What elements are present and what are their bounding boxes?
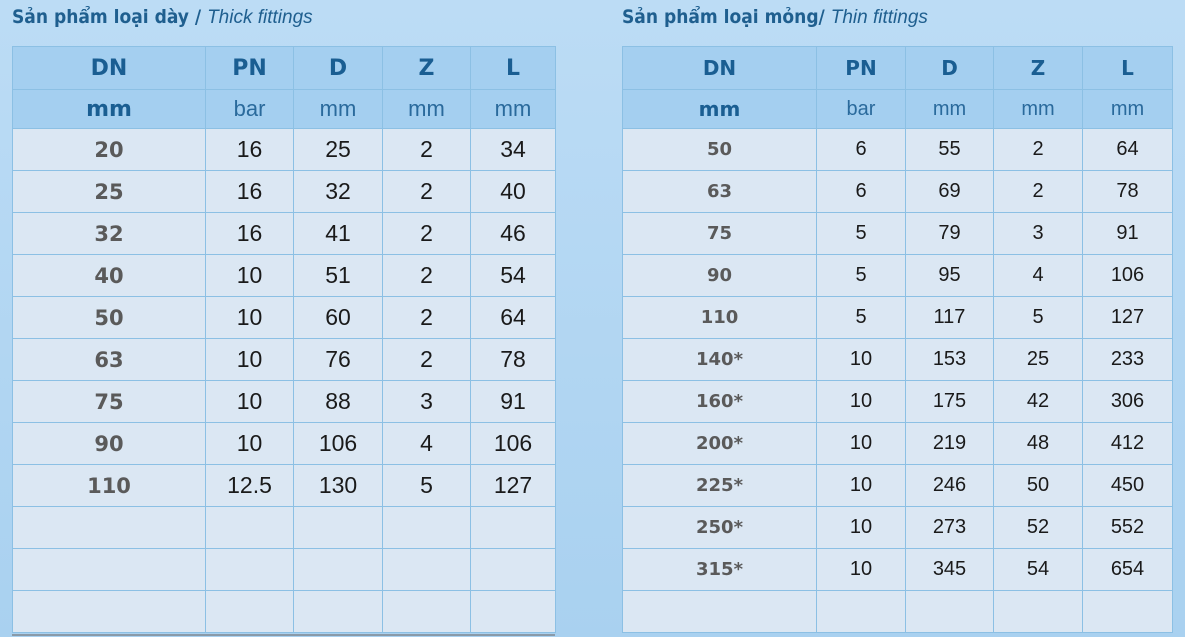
table-row — [623, 255, 1173, 297]
cell-dn: 32 — [13, 213, 206, 255]
cell-d: 88 — [294, 381, 383, 423]
cell-z: 25 — [994, 339, 1083, 381]
cell-dn: 75 — [13, 381, 206, 423]
cell-pn — [206, 507, 294, 549]
column-header-l: L — [471, 47, 556, 90]
table-row — [13, 255, 556, 297]
cell-l: 412 — [1083, 423, 1173, 465]
unit-d: mm — [906, 90, 994, 129]
table-row — [623, 549, 1173, 591]
unit-pn: bar — [206, 90, 294, 129]
table-row — [623, 297, 1173, 339]
cell-z: 3 — [383, 381, 471, 423]
unit-row — [13, 90, 556, 129]
cell-d: 60 — [294, 297, 383, 339]
cell-pn: 12.5 — [206, 465, 294, 507]
cell-z: 2 — [994, 129, 1083, 171]
table-row — [13, 465, 556, 507]
cell-dn — [13, 591, 206, 633]
cell-dn — [13, 507, 206, 549]
cell-l: 106 — [1083, 255, 1173, 297]
cell-l — [471, 507, 556, 549]
cell-l: 552 — [1083, 507, 1173, 549]
unit-dn: mm — [623, 90, 817, 129]
table-row — [13, 591, 556, 633]
cell-z: 2 — [383, 297, 471, 339]
cell-z: 50 — [994, 465, 1083, 507]
cell-dn: 160* — [623, 381, 817, 423]
cell-d: 246 — [906, 465, 994, 507]
cell-pn — [817, 591, 906, 633]
thin-fittings-title — [622, 6, 928, 29]
cell-dn: 63 — [13, 339, 206, 381]
cell-pn: 10 — [206, 381, 294, 423]
table-row — [13, 507, 556, 549]
cell-z: 2 — [383, 129, 471, 171]
cell-pn: 10 — [817, 339, 906, 381]
cell-z: 2 — [383, 171, 471, 213]
thick-title-en: Thick fittings — [207, 7, 313, 28]
cell-d: 117 — [906, 297, 994, 339]
cell-l: 78 — [1083, 171, 1173, 213]
cell-z: 2 — [994, 171, 1083, 213]
cell-l: 450 — [1083, 465, 1173, 507]
cell-l: 64 — [471, 297, 556, 339]
cell-pn — [206, 591, 294, 633]
cell-z: 2 — [383, 339, 471, 381]
cell-l: 106 — [471, 423, 556, 465]
cell-l: 127 — [1083, 297, 1173, 339]
column-header-dn: DN — [623, 47, 817, 90]
cell-l: 127 — [471, 465, 556, 507]
cell-z: 42 — [994, 381, 1083, 423]
cell-pn: 16 — [206, 213, 294, 255]
cell-pn: 10 — [206, 339, 294, 381]
cell-l: 306 — [1083, 381, 1173, 423]
cell-dn: 63 — [623, 171, 817, 213]
cell-d: 219 — [906, 423, 994, 465]
column-header-z: Z — [383, 47, 471, 90]
cell-d: 106 — [294, 423, 383, 465]
cell-l: 54 — [471, 255, 556, 297]
cell-dn: 50 — [623, 129, 817, 171]
cell-d: 41 — [294, 213, 383, 255]
cell-d: 79 — [906, 213, 994, 255]
unit-pn: bar — [817, 90, 906, 129]
cell-pn: 6 — [817, 171, 906, 213]
table-row — [623, 339, 1173, 381]
unit-z: mm — [383, 90, 471, 129]
column-header-pn: PN — [206, 47, 294, 90]
cell-pn: 16 — [206, 129, 294, 171]
cell-pn: 10 — [206, 423, 294, 465]
cell-z: 3 — [994, 213, 1083, 255]
cell-pn: 5 — [817, 255, 906, 297]
cell-l: 40 — [471, 171, 556, 213]
cell-dn — [13, 549, 206, 591]
cell-z: 5 — [383, 465, 471, 507]
cell-d: 153 — [906, 339, 994, 381]
cell-pn: 10 — [206, 297, 294, 339]
cell-d: 51 — [294, 255, 383, 297]
column-header-pn: PN — [817, 47, 906, 90]
cell-z: 52 — [994, 507, 1083, 549]
thin-title-en: Thin fittings — [830, 7, 928, 28]
table-row — [13, 297, 556, 339]
cell-l: 34 — [471, 129, 556, 171]
cell-d: 25 — [294, 129, 383, 171]
table-row — [623, 507, 1173, 549]
table-row — [623, 381, 1173, 423]
cell-dn: 250* — [623, 507, 817, 549]
cell-d: 69 — [906, 171, 994, 213]
cell-l: 233 — [1083, 339, 1173, 381]
cell-d: 175 — [906, 381, 994, 423]
cell-dn — [623, 591, 817, 633]
cell-dn: 40 — [13, 255, 206, 297]
table-row — [623, 213, 1173, 255]
cell-d: 345 — [906, 549, 994, 591]
cell-dn: 315* — [623, 549, 817, 591]
table-row — [623, 171, 1173, 213]
cell-pn: 10 — [817, 423, 906, 465]
unit-row — [623, 90, 1173, 129]
cell-dn: 225* — [623, 465, 817, 507]
cell-d — [294, 507, 383, 549]
table-body — [13, 129, 556, 633]
table-row — [13, 549, 556, 591]
cell-pn: 10 — [817, 465, 906, 507]
unit-l: mm — [471, 90, 556, 129]
cell-d: 76 — [294, 339, 383, 381]
cell-dn: 75 — [623, 213, 817, 255]
cell-z — [994, 591, 1083, 633]
table-row — [13, 339, 556, 381]
thick-fittings-table — [12, 46, 556, 633]
unit-l: mm — [1083, 90, 1173, 129]
column-header-z: Z — [994, 47, 1083, 90]
unit-dn: mm — [13, 90, 206, 129]
cell-dn: 50 — [13, 297, 206, 339]
unit-z: mm — [994, 90, 1083, 129]
table-body — [623, 129, 1173, 633]
table-row — [623, 465, 1173, 507]
unit-d: mm — [294, 90, 383, 129]
column-header-d: D — [294, 47, 383, 90]
cell-dn: 90 — [13, 423, 206, 465]
cell-dn: 110 — [13, 465, 206, 507]
cell-l: 64 — [1083, 129, 1173, 171]
cell-l: 654 — [1083, 549, 1173, 591]
header-row — [13, 47, 556, 90]
column-header-l: L — [1083, 47, 1173, 90]
table-row — [13, 171, 556, 213]
cell-pn — [206, 549, 294, 591]
cell-z — [383, 549, 471, 591]
cell-l: 78 — [471, 339, 556, 381]
cell-z: 5 — [994, 297, 1083, 339]
thin-fittings-table — [622, 46, 1173, 633]
cell-pn: 10 — [817, 381, 906, 423]
thick-fittings-title — [12, 6, 313, 29]
table-row — [13, 129, 556, 171]
cell-dn: 90 — [623, 255, 817, 297]
cell-d: 273 — [906, 507, 994, 549]
cell-d — [294, 549, 383, 591]
cell-d: 32 — [294, 171, 383, 213]
cell-d: 55 — [906, 129, 994, 171]
cell-d — [906, 591, 994, 633]
table-row — [623, 591, 1173, 633]
cell-z: 4 — [994, 255, 1083, 297]
cell-z: 2 — [383, 255, 471, 297]
bottom-divider — [12, 634, 555, 636]
cell-d: 95 — [906, 255, 994, 297]
column-header-d: D — [906, 47, 994, 90]
cell-z: 2 — [383, 213, 471, 255]
table-row — [623, 129, 1173, 171]
cell-dn: 140* — [623, 339, 817, 381]
cell-z: 54 — [994, 549, 1083, 591]
thin-title-vi: Sản phẩm loại mỏng/ — [622, 6, 831, 28]
cell-pn: 10 — [817, 507, 906, 549]
cell-z — [383, 591, 471, 633]
cell-pn: 5 — [817, 213, 906, 255]
cell-z: 4 — [383, 423, 471, 465]
table-row — [13, 423, 556, 465]
cell-pn: 6 — [817, 129, 906, 171]
header-row — [623, 47, 1173, 90]
cell-l: 91 — [471, 381, 556, 423]
cell-dn: 110 — [623, 297, 817, 339]
cell-pn: 5 — [817, 297, 906, 339]
cell-d: 130 — [294, 465, 383, 507]
cell-l — [1083, 591, 1173, 633]
thick-title-vi: Sản phẩm loại dày / — [12, 6, 208, 28]
table-row — [13, 381, 556, 423]
cell-l: 46 — [471, 213, 556, 255]
cell-pn: 10 — [206, 255, 294, 297]
cell-dn: 25 — [13, 171, 206, 213]
cell-z: 48 — [994, 423, 1083, 465]
cell-dn: 20 — [13, 129, 206, 171]
table-row — [13, 213, 556, 255]
cell-z — [383, 507, 471, 549]
cell-l — [471, 591, 556, 633]
column-header-dn: DN — [13, 47, 206, 90]
table-row — [623, 423, 1173, 465]
cell-pn: 16 — [206, 171, 294, 213]
cell-d — [294, 591, 383, 633]
cell-l — [471, 549, 556, 591]
cell-pn: 10 — [817, 549, 906, 591]
cell-dn: 200* — [623, 423, 817, 465]
cell-l: 91 — [1083, 213, 1173, 255]
